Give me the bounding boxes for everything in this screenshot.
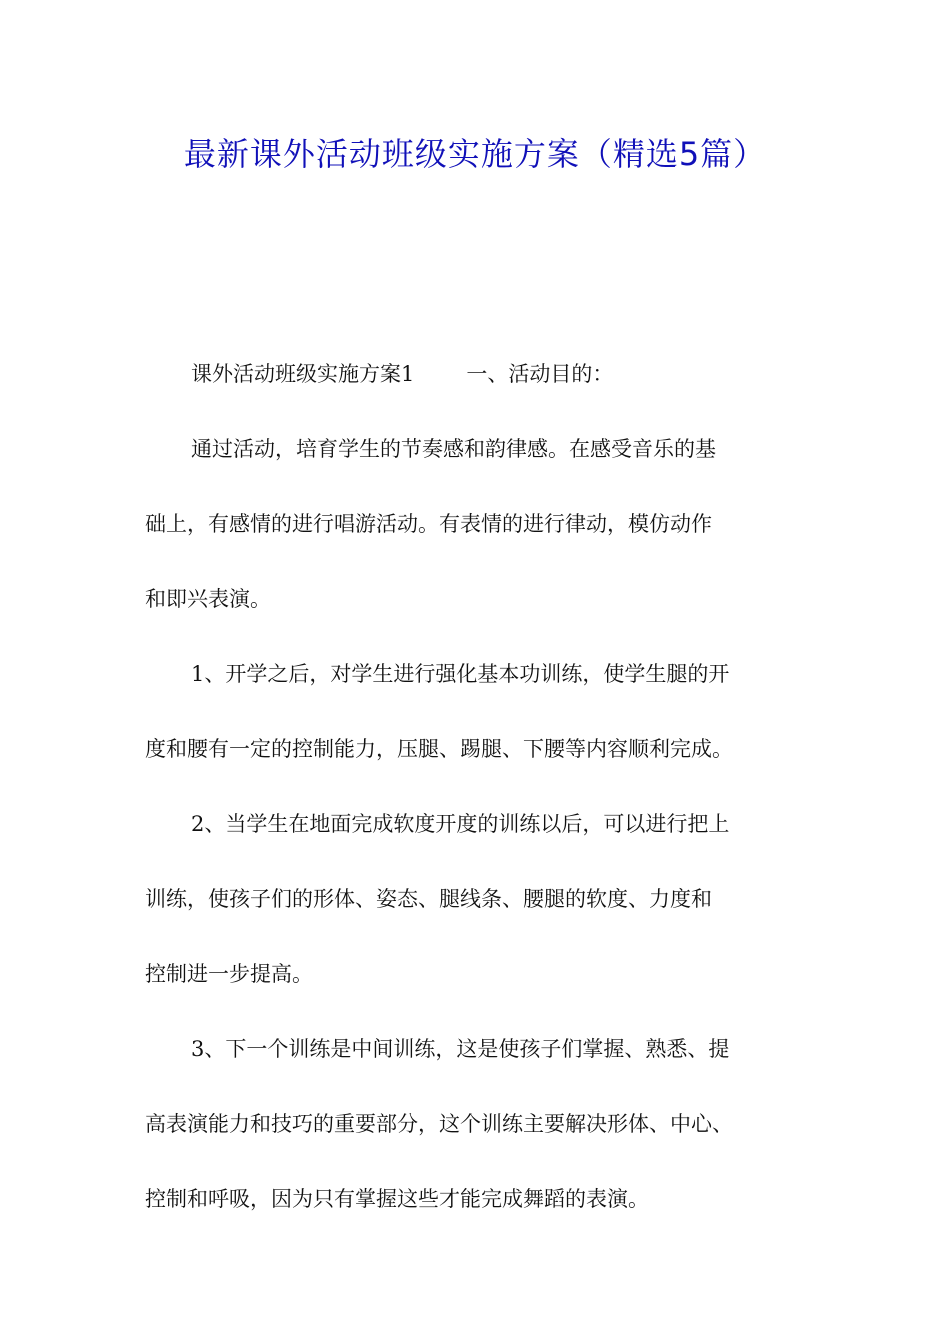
paragraph-4 [145,787,815,1012]
paragraph-line: 训练，使孩子们的形体、姿态、腿线条、腰腿的软度、力度和 [145,887,712,911]
paragraph-line: 1、开学之后，对学生进行强化基本功训练，使学生腿的开 [191,662,730,686]
paragraph-line: 2、当学生在地面完成软度开度的训练以后，可以进行把上 [191,812,730,836]
paragraph-line: 3、下一个训练是中间训练，这是使孩子们掌握、熟悉、提 [191,1037,730,1061]
paragraph-line: 控制和呼吸，因为只有掌握这些才能完成舞蹈的表演。 [145,1187,649,1211]
paragraph-line: 和即兴表演。 [145,587,271,611]
paragraph-5 [145,1012,815,1237]
document-body [145,337,815,1237]
subsection-heading: 一、活动目的： [466,362,614,386]
paragraph-1 [145,337,815,412]
paragraph-line: 高表演能力和技巧的重要部分，这个训练主要解决形体、中心、 [145,1112,733,1136]
paragraph-line: 控制进一步提高。 [145,962,313,986]
paragraph-2 [145,412,815,637]
section-heading: 课外活动班级实施方案1 [191,362,415,386]
document-title: 最新课外活动班级实施方案（精选5篇） [183,135,767,173]
paragraph-line [145,337,815,412]
paragraph-line: 通过活动，培育学生的节奏感和韵律感。在感受音乐的基 [191,437,716,461]
paragraph-3 [145,637,815,787]
paragraph-line: 础上，有感情的进行唱游活动。有表情的进行律动，模仿动作 [145,512,712,536]
paragraph-line: 度和腰有一定的控制能力，压腿、踢腿、下腰等内容顺利完成。 [145,737,733,761]
